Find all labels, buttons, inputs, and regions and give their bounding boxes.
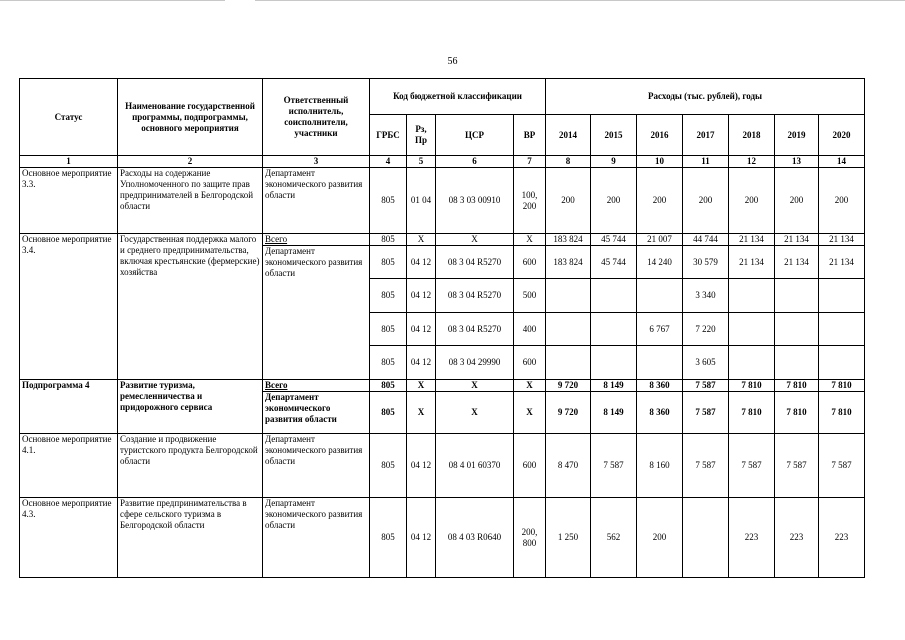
header-vr: ВР: [514, 115, 546, 156]
col-number: 11: [683, 156, 729, 168]
cell-vr: 600: [514, 434, 546, 498]
table-row: [20, 234, 865, 246]
col-number: 12: [729, 156, 775, 168]
header-csr: ЦСР: [436, 115, 514, 156]
cell-csr: 08 3 03 00910: [436, 168, 514, 234]
cell-2020: 7 810: [819, 380, 865, 392]
col-number: 4: [370, 156, 407, 168]
row-name: Развитие туризма, ремесленничества и придорожного сервиса: [118, 380, 263, 434]
cell-2019: 21 134: [775, 246, 819, 279]
col-number: 3: [263, 156, 370, 168]
top-border-left: [0, 0, 225, 1]
cell-grbs: 805: [370, 234, 407, 246]
row-name: Расходы на содержание Уполномоченного по защите прав предпринимателей в Белгородской области: [118, 168, 263, 234]
header-grbs: ГРБС: [370, 115, 407, 156]
row-status: Основное мероприятие 4.3.: [20, 498, 118, 578]
cell-2016: [637, 279, 683, 313]
cell-grbs: 805: [370, 168, 407, 234]
cell-2014: 200: [546, 168, 591, 234]
table-row: [20, 168, 865, 234]
cell-2015: 562: [591, 498, 637, 578]
table-row: [20, 434, 865, 498]
cell-2019: 7 810: [775, 392, 819, 434]
cell-vr: 200, 800: [514, 498, 546, 578]
cell-vr: X: [514, 392, 546, 434]
header-budget-code: Код бюджетной классификации: [370, 79, 546, 115]
col-number: 5: [407, 156, 436, 168]
cell-grbs: 805: [370, 246, 407, 279]
header-year: 2014: [546, 115, 591, 156]
cell-2020: 7 587: [819, 434, 865, 498]
cell-2019: 21 134: [775, 234, 819, 246]
row-status: Основное мероприятие 4.1.: [20, 434, 118, 498]
cell-2016: 21 007: [637, 234, 683, 246]
cell-2016: [637, 346, 683, 380]
cell-2019: 223: [775, 498, 819, 578]
cell-2017: [683, 498, 729, 578]
col-number: 1: [20, 156, 118, 168]
cell-2017: 7 587: [683, 392, 729, 434]
cell-2018: 7 810: [729, 392, 775, 434]
col-number: 10: [637, 156, 683, 168]
row-name: Развитие предпринимательства в сфере сельского туризма в Белгородской области: [118, 498, 263, 578]
row-status: Подпрограмма 4: [20, 380, 118, 434]
cell-rzpr: 01 04: [407, 168, 436, 234]
cell-rzpr: 04 12: [407, 346, 436, 380]
cell-2019: 7 810: [775, 380, 819, 392]
budget-table: [19, 78, 865, 578]
row-status: Основное мероприятие 3.4.: [20, 234, 118, 380]
cell-2014: [546, 346, 591, 380]
cell-grbs: 805: [370, 392, 407, 434]
cell-2017: 7 587: [683, 380, 729, 392]
cell-vr: 500: [514, 279, 546, 313]
header-year: 2019: [775, 115, 819, 156]
row-executor: Департамент экономического развития области: [263, 498, 370, 578]
cell-2018: 200: [729, 168, 775, 234]
cell-2018: [729, 279, 775, 313]
cell-2020: 21 134: [819, 246, 865, 279]
cell-rzpr: X: [407, 392, 436, 434]
cell-2016: 14 240: [637, 246, 683, 279]
cell-2015: [591, 279, 637, 313]
page-number: 56: [447, 56, 458, 67]
cell-grbs: 805: [370, 434, 407, 498]
cell-2014: [546, 313, 591, 346]
header-year: 2017: [683, 115, 729, 156]
col-number: 2: [118, 156, 263, 168]
cell-2019: [775, 346, 819, 380]
row-status: Основное мероприятие 3.3.: [20, 168, 118, 234]
cell-vr: X: [514, 234, 546, 246]
cell-2020: [819, 346, 865, 380]
row-executor: Департамент экономического развития области: [263, 434, 370, 498]
cell-2019: 200: [775, 168, 819, 234]
cell-2017: 44 744: [683, 234, 729, 246]
cell-csr: X: [436, 234, 514, 246]
cell-vr: 400: [514, 313, 546, 346]
col-number: 14: [819, 156, 865, 168]
table-row: [20, 498, 865, 578]
cell-vr: 100, 200: [514, 168, 546, 234]
cell-grbs: 805: [370, 313, 407, 346]
cell-2015: 45 744: [591, 246, 637, 279]
cell-vr: 600: [514, 246, 546, 279]
cell-2014: 8 470: [546, 434, 591, 498]
header-rzpr: Рз, Пр: [407, 115, 436, 156]
cell-2015: 7 587: [591, 434, 637, 498]
cell-2015: [591, 313, 637, 346]
header-name: Наименование государственной программы, подпрограммы, основного мероприятия: [118, 79, 263, 156]
cell-2014: 183 824: [546, 234, 591, 246]
row-name: Создание и продвижение туристского продукта Белгородской области: [118, 434, 263, 498]
cell-2016: 8 360: [637, 392, 683, 434]
cell-2017: 3 605: [683, 346, 729, 380]
cell-csr: 08 4 01 60370: [436, 434, 514, 498]
cell-2018: 7 810: [729, 380, 775, 392]
cell-2020: 21 134: [819, 234, 865, 246]
cell-2015: 8 149: [591, 392, 637, 434]
row-executor: Всего: [263, 380, 370, 392]
col-number: 9: [591, 156, 637, 168]
cell-csr: X: [436, 380, 514, 392]
cell-2016: 6 767: [637, 313, 683, 346]
cell-csr: 08 4 03 R0640: [436, 498, 514, 578]
header-year: 2016: [637, 115, 683, 156]
cell-2016: 200: [637, 498, 683, 578]
cell-rzpr: 04 12: [407, 313, 436, 346]
header-year: 2015: [591, 115, 637, 156]
cell-2015: 8 149: [591, 380, 637, 392]
header-year: 2020: [819, 115, 865, 156]
cell-vr: X: [514, 380, 546, 392]
cell-vr: 600: [514, 346, 546, 380]
col-number: 7: [514, 156, 546, 168]
cell-2014: [546, 279, 591, 313]
cell-grbs: 805: [370, 279, 407, 313]
row-executor: Департамент экономического развития области: [263, 392, 370, 434]
row-name: Государственная поддержка малого и среднего предпринимательства, включая крестьянские (фермерские) хозяйства: [118, 234, 263, 380]
cell-2014: 9 720: [546, 392, 591, 434]
cell-grbs: 805: [370, 498, 407, 578]
top-border-right: [255, 0, 905, 1]
cell-2018: 223: [729, 498, 775, 578]
cell-2020: [819, 279, 865, 313]
col-number: 13: [775, 156, 819, 168]
cell-2018: [729, 313, 775, 346]
cell-2018: [729, 346, 775, 380]
cell-csr: 08 3 04 R5270: [436, 279, 514, 313]
cell-2018: 21 134: [729, 234, 775, 246]
cell-2020: 200: [819, 168, 865, 234]
cell-rzpr: 04 12: [407, 434, 436, 498]
cell-2017: 7 587: [683, 434, 729, 498]
cell-2017: 7 220: [683, 313, 729, 346]
header-status: Статус: [20, 79, 118, 156]
col-number: 8: [546, 156, 591, 168]
cell-rzpr: X: [407, 380, 436, 392]
cell-rzpr: 04 12: [407, 498, 436, 578]
cell-2014: 1 250: [546, 498, 591, 578]
cell-2020: 223: [819, 498, 865, 578]
cell-rzpr: 04 12: [407, 246, 436, 279]
cell-csr: 08 3 04 R5270: [436, 246, 514, 279]
table-row: [20, 380, 865, 392]
cell-2019: 7 587: [775, 434, 819, 498]
cell-2019: [775, 313, 819, 346]
cell-2020: [819, 313, 865, 346]
cell-2017: 200: [683, 168, 729, 234]
cell-2016: 200: [637, 168, 683, 234]
cell-2015: 200: [591, 168, 637, 234]
cell-rzpr: X: [407, 234, 436, 246]
cell-2014: 183 824: [546, 246, 591, 279]
header-executor: Ответственный исполнитель, соисполнители, участники: [263, 79, 370, 156]
cell-2016: 8 360: [637, 380, 683, 392]
cell-2016: 8 160: [637, 434, 683, 498]
cell-2014: 9 720: [546, 380, 591, 392]
cell-csr: 08 3 04 29990: [436, 346, 514, 380]
row-executor: Департамент экономического развития области: [263, 168, 370, 234]
cell-csr: 08 3 04 R5270: [436, 313, 514, 346]
header-year: 2018: [729, 115, 775, 156]
cell-2017: 30 579: [683, 246, 729, 279]
cell-2017: 3 340: [683, 279, 729, 313]
col-number: 6: [436, 156, 514, 168]
cell-grbs: 805: [370, 346, 407, 380]
cell-csr: X: [436, 392, 514, 434]
row-executor: Департамент экономического развития области: [263, 246, 370, 380]
cell-rzpr: 04 12: [407, 279, 436, 313]
cell-2015: [591, 346, 637, 380]
cell-2020: 7 810: [819, 392, 865, 434]
cell-grbs: 805: [370, 380, 407, 392]
cell-2018: 7 587: [729, 434, 775, 498]
cell-2019: [775, 279, 819, 313]
cell-2015: 45 744: [591, 234, 637, 246]
row-executor: Всего: [263, 234, 370, 246]
cell-2018: 21 134: [729, 246, 775, 279]
header-expenses: Расходы (тыс. рублей), годы: [546, 79, 865, 115]
